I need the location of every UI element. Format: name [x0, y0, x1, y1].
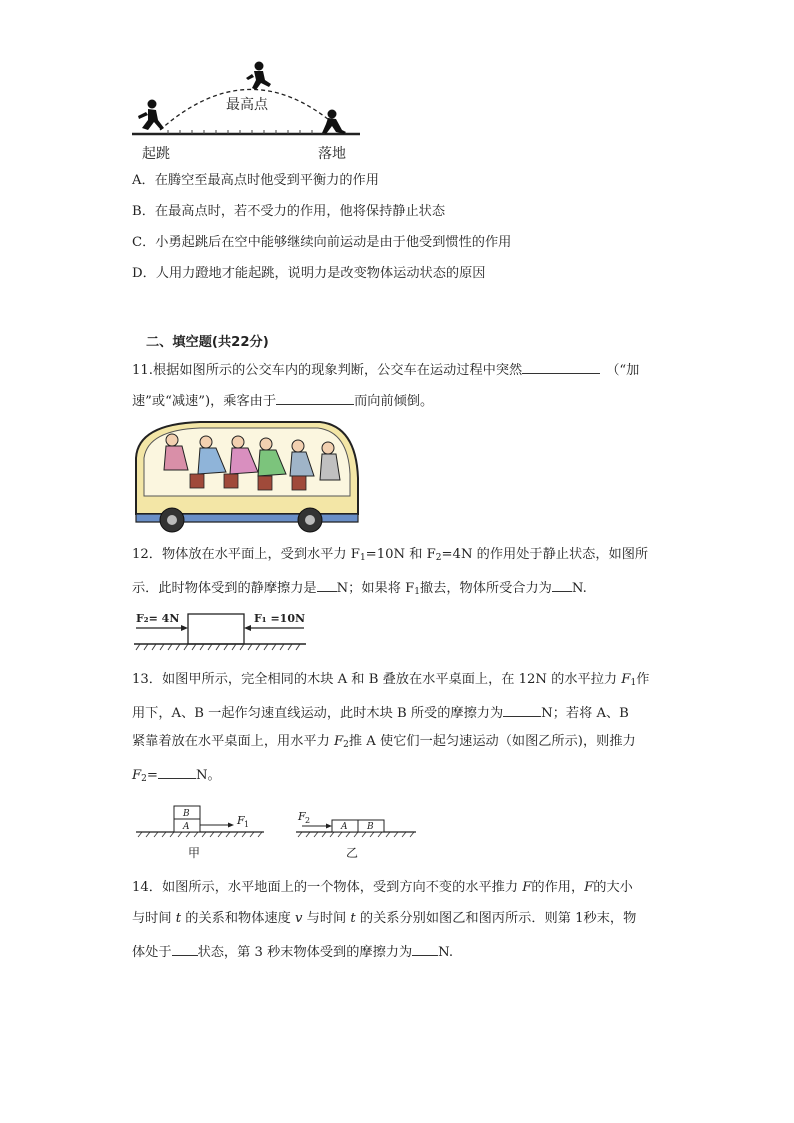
q14-line2: 与时间 t 的关系和物体速度 v 与时间 t 的关系分别如图乙和图丙所示．则第 1秒末，物	[132, 911, 637, 926]
block-a-bottom: A	[183, 822, 190, 832]
option-d: D．人用力蹬地才能起跳，说明力是改变物体运动状态的原因	[132, 266, 486, 281]
q13-line4: $F_2= N$。	[132, 764, 221, 788]
q13-line3: 紧靠着放在水平桌面上，用水平力 $F_2$推 A 使它们一起匀速运动（如图乙所示)，则推力	[132, 734, 636, 750]
lander-figure	[322, 110, 346, 135]
q11-line1: 11.根据如图所示的公交车内的现象判断，公交车在运动过程中突然 （“加	[132, 359, 639, 380]
svg-text:F: F	[298, 810, 306, 823]
q13-line1: 13．如图甲所示，完全相同的木块 A 和 B 叠放在水平桌面上，在 12N 的水平拉力 $F_1$作	[132, 672, 650, 688]
label-takeoff: 起跳	[142, 146, 170, 162]
q11-blank-1[interactable]	[522, 359, 600, 374]
q12-line2: 示．此时物体受到的静摩擦力是 N；如果将 $F_1$撤去，物体所受合力为 N.	[132, 577, 587, 601]
svg-text:F: F	[237, 814, 245, 827]
label-highest-point: 最高点	[226, 97, 268, 113]
q14-line3: 体处于 状态，第 3 秒末物体受到的摩擦力为 N.	[132, 941, 453, 962]
q14-line1: 14．如图所示，水平地面上的一个物体，受到方向不变的水平推力 F的作用，F的大小	[132, 880, 633, 895]
jumper-figure	[246, 62, 271, 91]
section-title: 二、填空题(共22分)	[146, 335, 269, 350]
svg-text:2: 2	[305, 816, 311, 825]
svg-text:1: 1	[244, 820, 250, 829]
option-b: B．在最高点时，若不受力的作用，他将保持静止状态	[132, 204, 446, 219]
q13-blank-2[interactable]	[158, 764, 196, 779]
q12-line1: 12．物体放在水平面上，受到水平力 $F_1=10N$ 和 $F_2=4N$ 的作用处于静止状态，如图所	[132, 547, 649, 563]
label-f1: F₁ =10N	[254, 612, 306, 625]
q12-blank-2[interactable]	[552, 577, 572, 592]
bus-figure	[130, 418, 362, 536]
block-a-side: A	[341, 822, 348, 832]
q14-blank-1[interactable]	[172, 941, 198, 956]
block-b-side: B	[367, 822, 374, 832]
stacked-blocks-figure	[132, 800, 422, 864]
q14-blank-2[interactable]	[412, 941, 438, 956]
q13-line2: 用下，A、B 一起作匀速直线运动，此时木块 B 所受的摩擦力为 N；若将 A、B	[132, 702, 629, 723]
block-b-top: B	[183, 809, 190, 819]
label-jia: 甲	[188, 846, 201, 860]
runner-figure	[138, 100, 164, 131]
force-block-figure	[132, 606, 308, 652]
q13-blank-1[interactable]	[503, 702, 541, 717]
q11-blank-2[interactable]	[276, 390, 354, 405]
label-f2: F₂= 4N	[136, 612, 180, 625]
option-c: C．小勇起跳后在空中能够继续向前运动是由于他受到惯性的作用	[132, 235, 512, 250]
q11-line2: 速”或“减速”)，乘客由于 而向前倾倒。	[132, 390, 433, 411]
label-yi: 乙	[346, 846, 359, 860]
jump-figure	[128, 58, 368, 166]
option-a: A．在腾空至最高点时他受到平衡力的作用	[132, 173, 379, 188]
label-landing: 落地	[318, 146, 346, 162]
q12-blank-1[interactable]	[317, 577, 337, 592]
